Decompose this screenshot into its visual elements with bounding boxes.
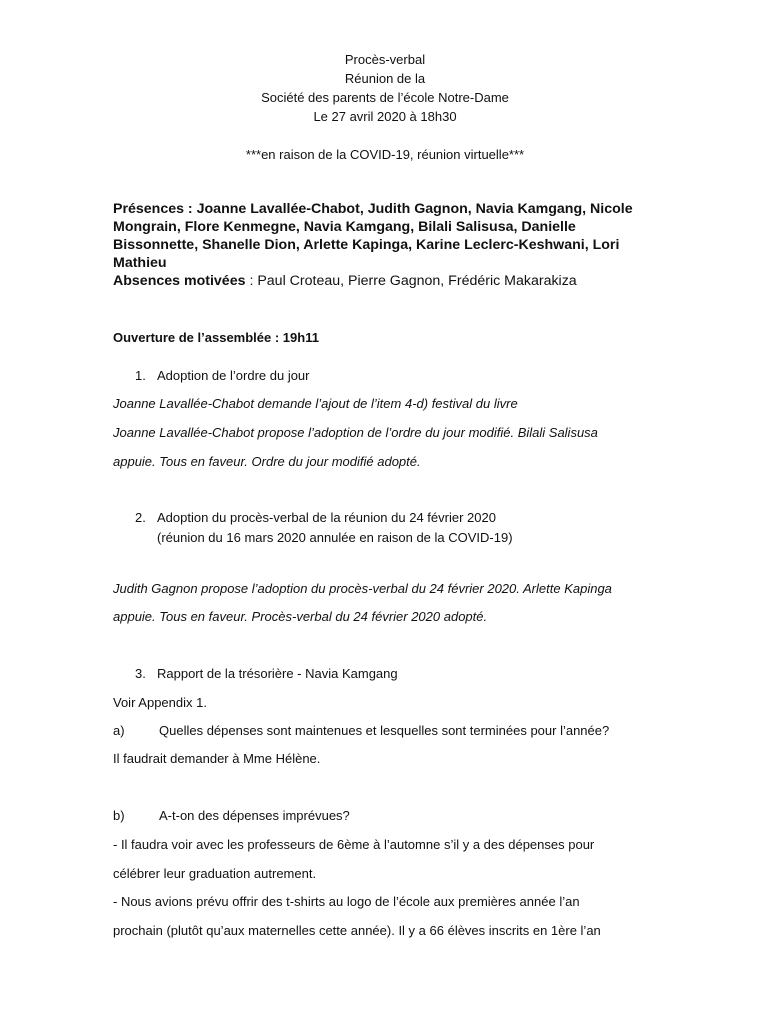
question-a [113,721,673,740]
question-b-line: célébrer leur graduation autrement. [113,866,317,881]
absences-paragraph [113,272,673,290]
item-2-line: appuie. Tous en faveur. Procès-verbal du 24 février 2020 adopté. [113,609,488,624]
question-a-text: Quelles dépenses sont maintenues et lesquelles sont terminées pour l’année? [159,723,610,738]
item-1-line: appuie. Tous en faveur. Ordre du jour modifié adopté. [113,454,421,469]
item-2-heading [135,508,695,527]
question-b [113,806,673,825]
header-line-2: Réunion de la [344,71,426,86]
item-3-title: Rapport de la trésorière - Navia Kamgang [157,666,398,681]
question-b-line: prochain (plutôt qu’aux maternelles cette année). Il y a 66 élèves inscrits en 1ère l’an [113,923,601,938]
question-a-answer: Il faudrait demander à Mme Hélène. [113,751,321,766]
item-2-line: Judith Gagnon propose l’adoption du procès-verbal du 24 février 2020. Arlette Kapinga [113,581,612,596]
meeting-date: Le 27 avril 2020 à 18h30 [313,109,457,124]
item-2-number: 2. [135,510,146,525]
document-title: Procès-verbal [344,52,426,67]
item-1-line: Joanne Lavallée-Chabot propose l’adoption de l’ordre du jour modifié. Bilali Salisusa [113,425,598,440]
item-2-subtitle: (réunion du 16 mars 2020 annulée en raison de la COVID-19) [157,530,513,545]
item-1-number: 1. [135,368,146,383]
item-1-heading [135,366,695,385]
item-1-title: Adoption de l’ordre du jour [157,368,310,383]
item-2-title: Adoption du procès-verbal de la réunion du 24 février 2020 [157,510,496,525]
item-3-number: 3. [135,666,146,681]
presences-label: Présences : [113,201,193,217]
presences-names: Joanne Lavallée-Chabot, Judith Gagnon, Navia Kamgang, Nicole Mongrain, Flore Kenmegne, Navia Kamgang, Bilali Salisusa, Danielle Bissonnette, Shanelle Dion, Arlette Kapinga, Karine Leclerc-Keshwani, Lori Mathieu [113,201,633,271]
question-b-text: A-t-on des dépenses imprévues? [159,808,350,823]
item-3-appendix-ref: Voir Appendix 1. [113,695,207,710]
header-organization: Société des parents de l’école Notre-Dame [261,90,509,105]
presences-paragraph [113,200,653,272]
question-b-line: - Il faudra voir avec les professeurs de 6ème à l’automne s’il y a des dépenses pour [113,837,595,852]
opening-heading: Ouverture de l’assemblée : 19h11 [113,330,319,345]
item-1-line: Joanne Lavallée-Chabot demande l’ajout de l’item 4-d) festival du livre [113,396,518,411]
question-a-letter: a) [113,723,125,738]
virtual-meeting-notice: ***en raison de la COVID-19, réunion virtuelle*** [245,147,525,162]
absences-names: : Paul Croteau, Pierre Gagnon, Frédéric Makarakiza [249,273,577,289]
item-3-heading [135,664,695,683]
question-b-line: - Nous avions prévu offrir des t-shirts au logo de l’école aux premières année l’an [113,894,580,909]
absences-label: Absences motivées [113,273,246,289]
question-b-letter: b) [113,808,125,823]
